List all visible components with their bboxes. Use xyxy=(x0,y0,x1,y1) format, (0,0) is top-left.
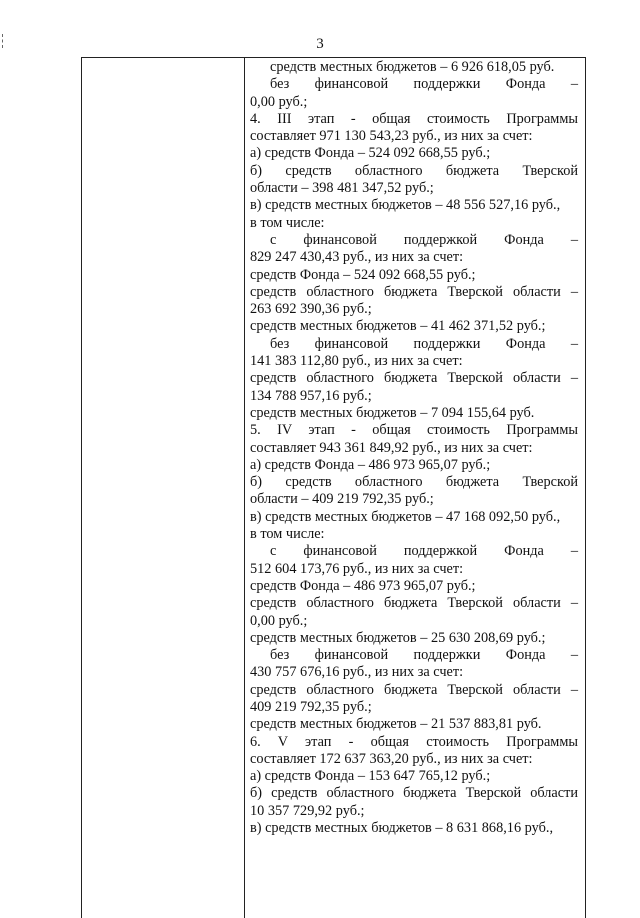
text-line: средств местных бюджетов – 41 462 371,52 руб.; xyxy=(250,318,546,335)
text-line: 141 383 112,80 руб., из них за счет: xyxy=(250,353,463,370)
text-line: с финансовой поддержкой Фонда – xyxy=(270,231,578,248)
text-line: средств местных бюджетов – 6 926 618,05 руб. xyxy=(270,59,555,75)
text-line: б) средств областного бюджета Тверской области xyxy=(250,785,578,802)
text-line: средств местных бюджетов – 7 094 155,64 руб. xyxy=(250,404,535,421)
text-line: средств областного бюджета Тверской области – xyxy=(250,283,578,300)
text-line: б) средств областного бюджета Тверской xyxy=(250,474,578,491)
table-frame xyxy=(81,57,586,918)
text-line: 263 692 390,36 руб.; xyxy=(250,301,372,318)
text-line: 512 604 173,76 руб., из них за счет: xyxy=(250,560,464,577)
text-line: в том числе: xyxy=(250,526,325,543)
text-line: 134 788 957,16 руб.; xyxy=(250,387,372,404)
text-line: области – 398 481 347,52 руб.; xyxy=(250,180,434,197)
program-cost-text xyxy=(250,59,578,837)
text-line: средств Фонда – 524 092 668,55 руб.; xyxy=(250,266,476,283)
text-line: без финансовой поддержки Фонда – xyxy=(270,647,578,664)
text-line: составляет 943 361 849,92 руб., из них за счет: xyxy=(250,439,533,456)
text-line: составляет 172 637 363,20 руб., из них за счет: xyxy=(250,750,533,767)
text-line: а) средств Фонда – 486 973 965,07 руб.; xyxy=(250,456,491,473)
text-line: 0,00 руб.; xyxy=(250,612,308,629)
column-divider xyxy=(244,58,245,918)
text-line: области – 409 219 792,35 руб.; xyxy=(250,491,434,508)
text-line: 0,00 руб.; xyxy=(250,93,308,110)
page-number: 3 xyxy=(316,36,324,52)
text-line: средств областного бюджета Тверской области – xyxy=(250,595,578,612)
text-line: 829 247 430,43 руб., из них за счет: xyxy=(250,249,464,266)
text-line: 6. V этап - общая стоимость Программы xyxy=(250,733,578,750)
text-line: средств местных бюджетов – 21 537 883,81 руб. xyxy=(250,716,542,733)
text-line: в) средств местных бюджетов – 48 556 527,16 руб., xyxy=(250,197,561,214)
text-line: 430 757 676,16 руб., из них за счет: xyxy=(250,664,464,681)
text-line: 409 219 792,35 руб.; xyxy=(250,698,372,715)
text-line: без финансовой поддержки Фонда – xyxy=(270,76,578,93)
text-line: средств областного бюджета Тверской области – xyxy=(250,370,578,387)
text-line: а) средств Фонда – 524 092 668,55 руб.; xyxy=(250,145,491,162)
text-line: в том числе: xyxy=(250,214,325,231)
text-line: составляет 971 130 543,23 руб., из них за счет: xyxy=(250,128,533,145)
text-line: без финансовой поддержки Фонда – xyxy=(270,335,578,352)
text-line: в) средств местных бюджетов – 47 168 092,50 руб., xyxy=(250,508,561,525)
text-line: в) средств местных бюджетов – 8 631 868,16 руб., xyxy=(250,820,554,837)
text-line: 5. IV этап - общая стоимость Программы xyxy=(250,422,578,439)
text-line: средств Фонда – 486 973 965,07 руб.; xyxy=(250,577,476,594)
text-line: средств областного бюджета Тверской области – xyxy=(250,681,578,698)
text-line: средств местных бюджетов – 25 630 208,69 руб.; xyxy=(250,629,546,646)
text-line: с финансовой поддержкой Фонда – xyxy=(270,543,578,560)
text-line: 4. III этап - общая стоимость Программы xyxy=(250,110,578,127)
text-line: а) средств Фонда – 153 647 765,12 руб.; xyxy=(250,768,491,785)
text-line: б) средств областного бюджета Тверской xyxy=(250,162,578,179)
text-line: 10 357 729,92 руб.; xyxy=(250,802,365,819)
